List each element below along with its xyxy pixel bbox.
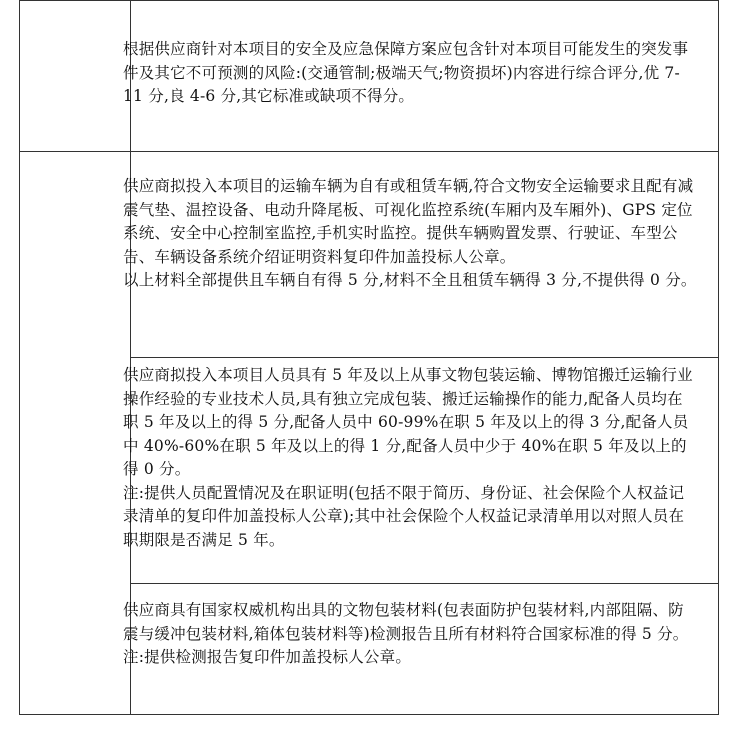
- row-divider: [20, 151, 718, 152]
- table-cell-materials: [123, 599, 698, 670]
- note-text: 注:提供人员配置情况及在职证明(包括不限于简历、身份证、社会保险个人权益记录清单的复印件加盖投标人公章);其中社会保险个人权益记录清单用以对照人员在职期限是否满足 5 年。: [123, 483, 685, 549]
- note-text: 注:提供检测报告复印件加盖投标人公章。: [123, 648, 412, 666]
- table-cell-vehicles: [123, 175, 698, 293]
- table-cell-safety-plan: [123, 38, 698, 109]
- table-cell-personnel: [123, 364, 698, 552]
- criteria-text: 供应商具有国家权威机构出具的文物包装材料(包表面防护包装材料,内部阻隔、防震与缓冲包装材料,箱体包装材料等)检测报告且所有材料符合国家标准的得 5 分。: [123, 601, 689, 643]
- row-divider: [130, 583, 718, 584]
- row-divider: [130, 357, 718, 358]
- criteria-text: 供应商拟投入本项目人员具有 5 年及以上从事文物包装运输、博物馆搬迁运输行业操作经验的专业技术人员,具有独立完成包装、搬迁运输操作的能力,配备人员均在职 5 年及以上的得 5 分,配备人员中 60-99%在职 5 年及以上的得 3 分,配备人员中 40%-60%在职 5 年及以上的得 1 分,配备人员中少于 40%在职 5 年及以上的得 0 分。: [123, 366, 693, 478]
- criteria-text: 根据供应商针对本项目的安全及应急保障方案应包含针对本项目可能发生的突发事件及其它不可预测的风险:(交通管制;极端天气;物资损坏)内容进行综合评分,优 7-11 分,良 4-6 分,其它标准或缺项不得分。: [123, 40, 689, 105]
- scoring-text: 以上材料全部提供且车辆自有得 5 分,材料不全且租赁车辆得 3 分,不提供得 0 分。: [123, 271, 697, 289]
- criteria-text: 供应商拟投入本项目的运输车辆为自有或租赁车辆,符合文物安全运输要求且配有减震气垫、温控设备、电动升降尾板、可视化监控系统(车厢内及车厢外)、GPS 定位系统、安全中心控制室监控,手机实时监控。提供车辆购置发票、行驶证、车型公告、车辆设备系统介绍证明资料复印件加盖投标人公章。: [123, 177, 694, 266]
